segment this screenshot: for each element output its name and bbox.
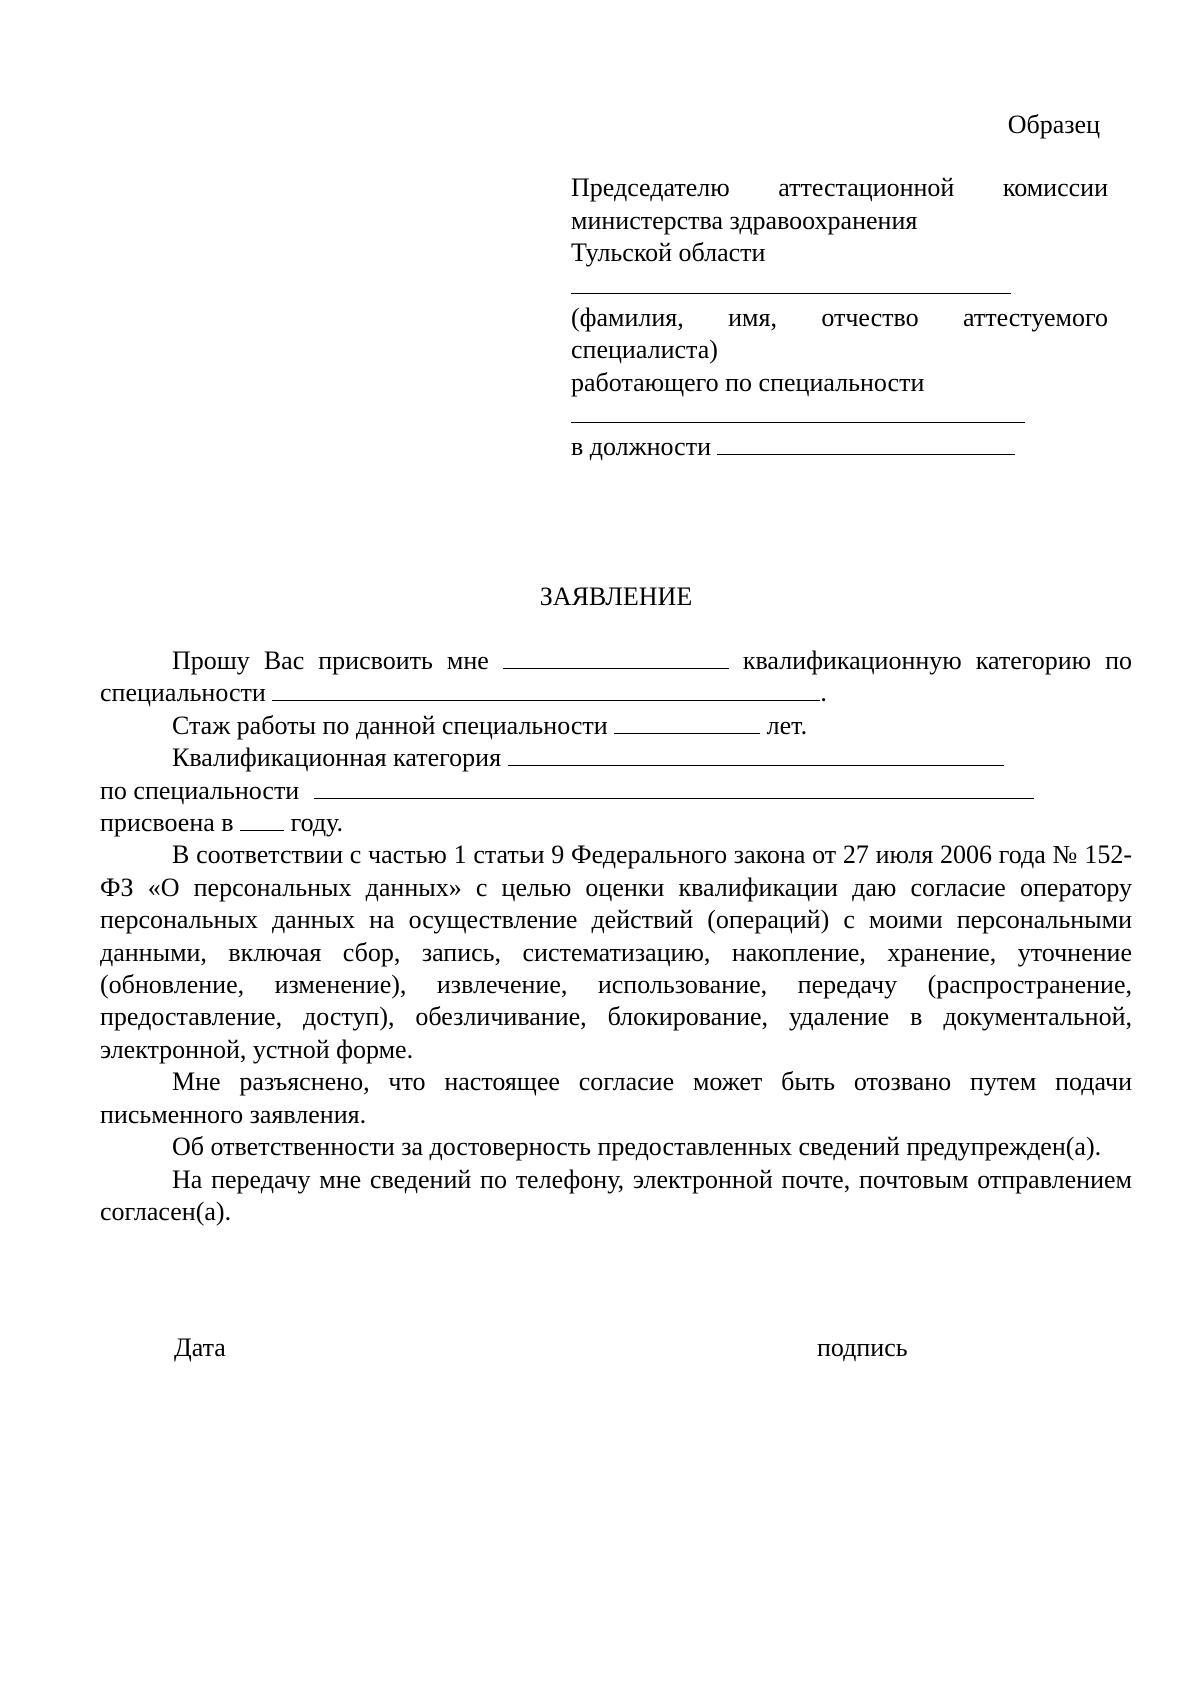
existing-category-blank-field[interactable] bbox=[508, 743, 1004, 766]
fio-blank-field[interactable] bbox=[571, 271, 1011, 294]
responsibility-paragraph: Об ответственности за достоверность предоставленных сведений предупрежден(а). bbox=[172, 1132, 1102, 1162]
signature-label: подпись bbox=[817, 1333, 908, 1362]
assigned-suffix: году. bbox=[290, 808, 343, 838]
consent-paragraph: В соответствии с частью 1 статьи 9 Федерального закона от 27 июля 2006 года № 152-ФЗ «О персональных данных» с целью оценки квалификации даю согласие оператору персональных данных на осуществление действий (операций) с моими персональными данными, включая сбор, запись, систематизацию, накопление, хранение, уточнение (обновление, изменение), извлечение, использование, передачу (распространение, предоставление, доступ), обезличивание, блокирование, удаление в документальной, электронной, устной форме. bbox=[100, 840, 1132, 1064]
request-specialty-blank-field[interactable] bbox=[272, 678, 820, 701]
category-prefix: Квалификационная категория bbox=[172, 743, 502, 773]
fio-caption-line-1: (фамилия, имя, отчество аттестуемого bbox=[571, 302, 1108, 332]
position-blank-field[interactable] bbox=[717, 432, 1015, 455]
request-part-2: квалификационную категорию по bbox=[742, 646, 1133, 675]
category-blank-field[interactable] bbox=[503, 646, 729, 669]
specialty-blank-field[interactable] bbox=[571, 400, 1025, 423]
sample-label: Образец bbox=[1007, 110, 1100, 139]
experience-suffix: лет. bbox=[766, 710, 808, 740]
position-prefix: в должности bbox=[571, 432, 711, 461]
request-row-1 bbox=[100, 645, 1132, 677]
by-specialty-row bbox=[100, 775, 1132, 807]
document-title: ЗАЯВЛЕНИЕ bbox=[539, 582, 693, 611]
position-row bbox=[571, 431, 1108, 464]
fio-caption-line-2: специалиста) bbox=[571, 335, 718, 364]
experience-prefix: Стаж работы по данной специальности bbox=[172, 710, 608, 740]
by-specialty-blank-field[interactable] bbox=[314, 776, 1034, 799]
request-specialty-prefix: специальности bbox=[100, 678, 266, 708]
withdrawal-paragraph: Мне разъяснено, что настоящее согласие может быть отозвано путем подачи письменного заявления. bbox=[100, 1067, 1132, 1129]
assigned-row bbox=[100, 807, 1132, 839]
date-label: Дата bbox=[174, 1333, 226, 1362]
category-row bbox=[100, 742, 1132, 774]
by-specialty-prefix: по специальности bbox=[100, 775, 300, 805]
assigned-year-blank-field[interactable] bbox=[240, 808, 284, 831]
addressee-line-2: министерства здравоохранения bbox=[571, 205, 918, 235]
addressee-line-3: Тульской области bbox=[571, 238, 766, 267]
request-part-1: Прошу Вас присвоить мне bbox=[172, 646, 489, 675]
addressee-line-1: Председателю аттестационной комиссии bbox=[571, 173, 1108, 202]
addressee-block bbox=[571, 172, 1108, 464]
fio-field-row bbox=[571, 270, 1108, 302]
communication-paragraph: На передачу мне сведений по телефону, электронной почте, почтовым отправлением согласен(а). bbox=[100, 1164, 1132, 1226]
request-end: . bbox=[820, 678, 827, 708]
document-body bbox=[100, 645, 1132, 1228]
assigned-prefix: присвоена в bbox=[100, 808, 234, 838]
request-row-2 bbox=[100, 677, 1132, 709]
specialty-field-row bbox=[571, 399, 1108, 431]
experience-row bbox=[100, 710, 1132, 742]
experience-blank-field[interactable] bbox=[614, 711, 760, 734]
specialty-caption: работающего по специальности bbox=[571, 367, 925, 397]
